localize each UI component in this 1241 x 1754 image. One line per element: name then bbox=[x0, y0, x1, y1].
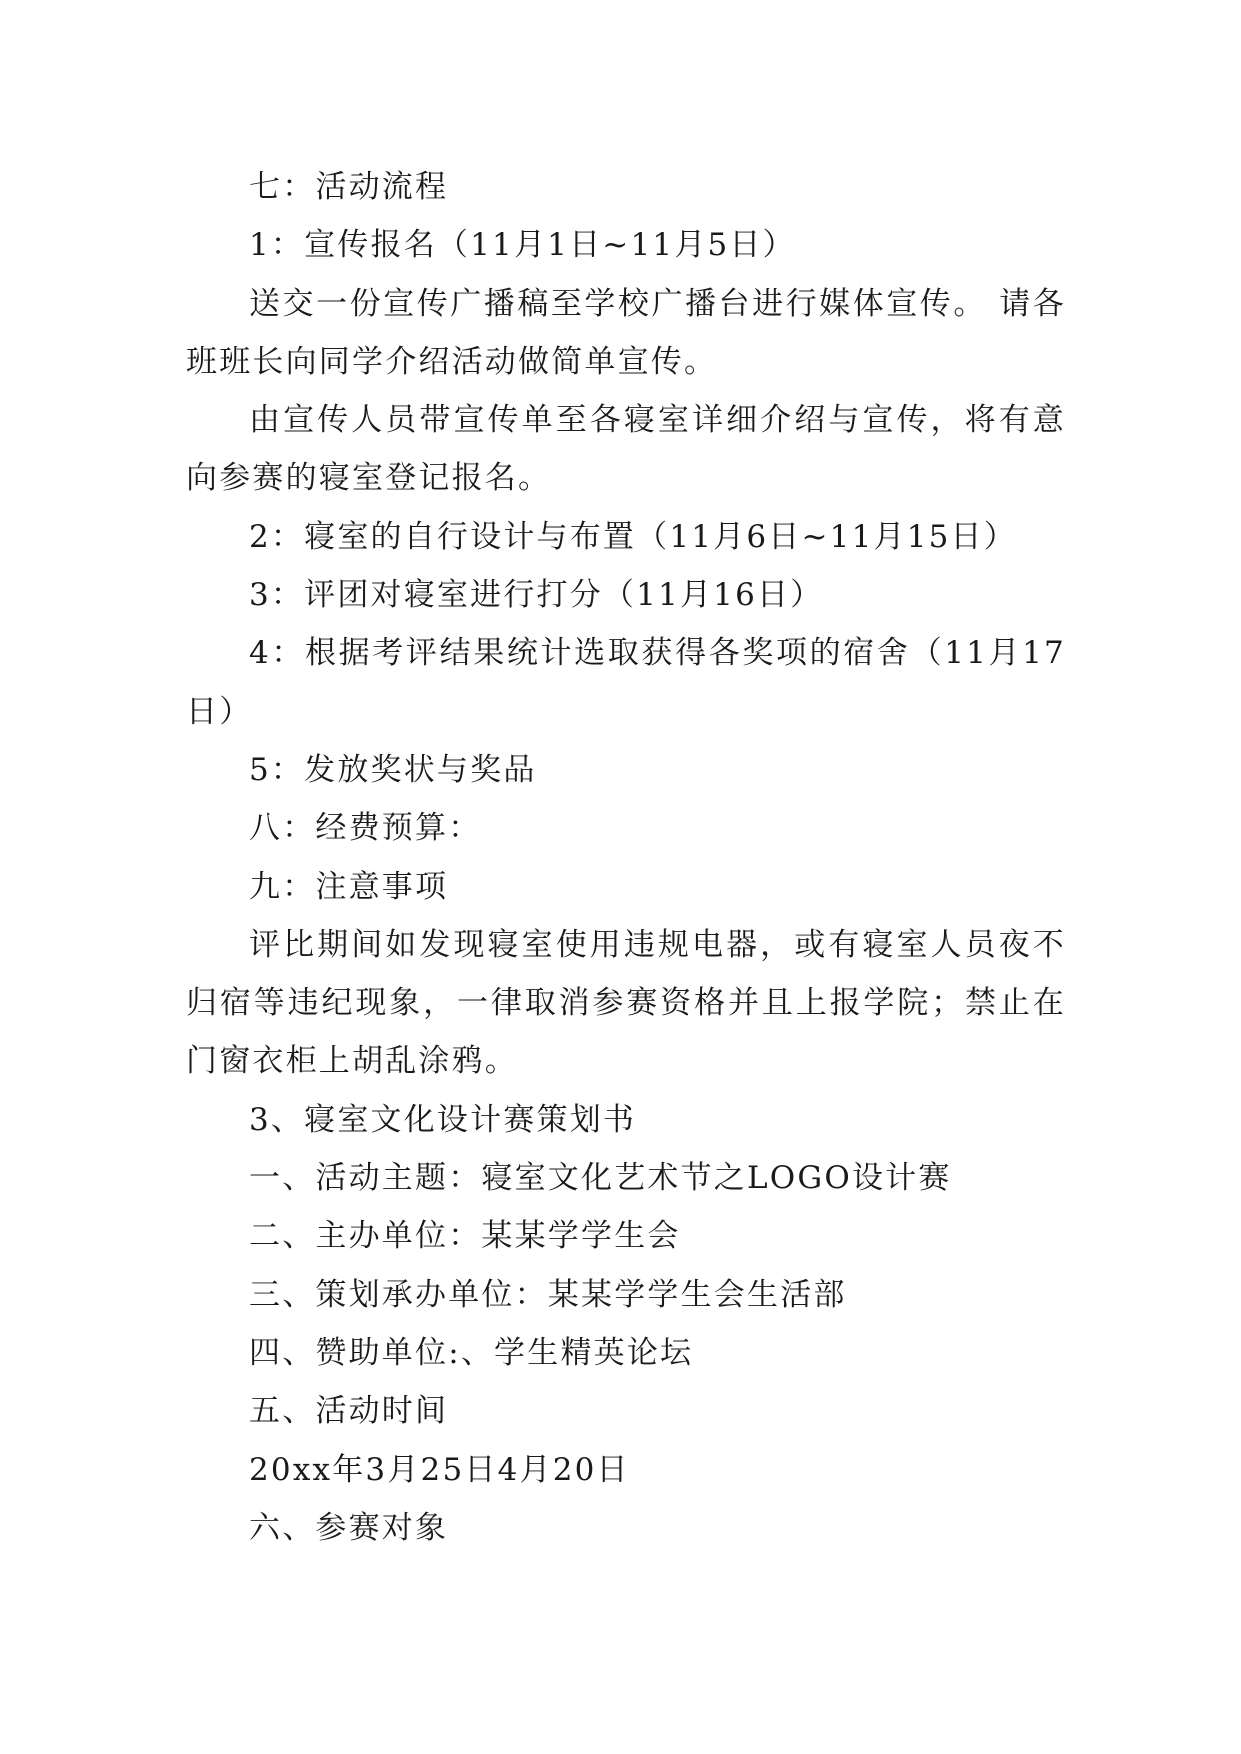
step-scoring: 3：评团对寝室进行打分（11月16日） bbox=[249, 577, 824, 614]
item-activity-theme: 一、活动主题：寝室文化艺术节之LOGO设计赛 bbox=[249, 1160, 952, 1197]
section-heading-notes: 九：注意事项 bbox=[249, 868, 449, 905]
paragraph-broadcast-publicity: 送交一份宣传广播稿至学校广播台进行媒体宣传。 请各班班长向同学介绍活动做简单宣传。 bbox=[186, 285, 1066, 380]
item-participants: 六、参赛对象 bbox=[249, 1509, 449, 1546]
document-body bbox=[186, 158, 1066, 1557]
step-dorm-design: 2：寝室的自行设计与布置（11月6日~11月15日） bbox=[249, 518, 1017, 555]
step-publicity-registration: 1：宣传报名（11月1日~11月5日） bbox=[249, 227, 796, 264]
step-award-distribution: 5：发放奖状与奖品 bbox=[249, 751, 537, 788]
item-organizer: 二、主办单位：某某学学生会 bbox=[249, 1218, 681, 1255]
item-sponsor: 四、赞助单位:、学生精英论坛 bbox=[249, 1334, 694, 1371]
document-subtitle: 3、寝室文化设计赛策划书 bbox=[249, 1101, 637, 1138]
section-heading-activity-flow: 七：活动流程 bbox=[249, 169, 449, 205]
item-activity-time: 五、活动时间 bbox=[249, 1393, 449, 1430]
paragraph-dorm-registration: 由宣传人员带宣传单至各寝室详细介绍与宣传，将有意向参赛的寝室登记报名。 bbox=[186, 402, 1066, 497]
item-planning-unit: 三、策划承办单位：某某学学生会生活部 bbox=[249, 1276, 847, 1313]
item-date-range: 20xx年3月25日4月20日 bbox=[249, 1451, 630, 1488]
step-award-selection: 4：根据考评结果统计选取获得各奖项的宿舍（11月17日） bbox=[186, 635, 1066, 730]
paragraph-rules: 评比期间如发现寝室使用违规电器，或有寝室人员夜不归宿等违纪现象，一律取消参赛资格并且上报学院；禁止在门窗衣柜上胡乱涂鸦。 bbox=[186, 926, 1066, 1080]
section-heading-budget: 八：经费预算： bbox=[249, 810, 482, 847]
